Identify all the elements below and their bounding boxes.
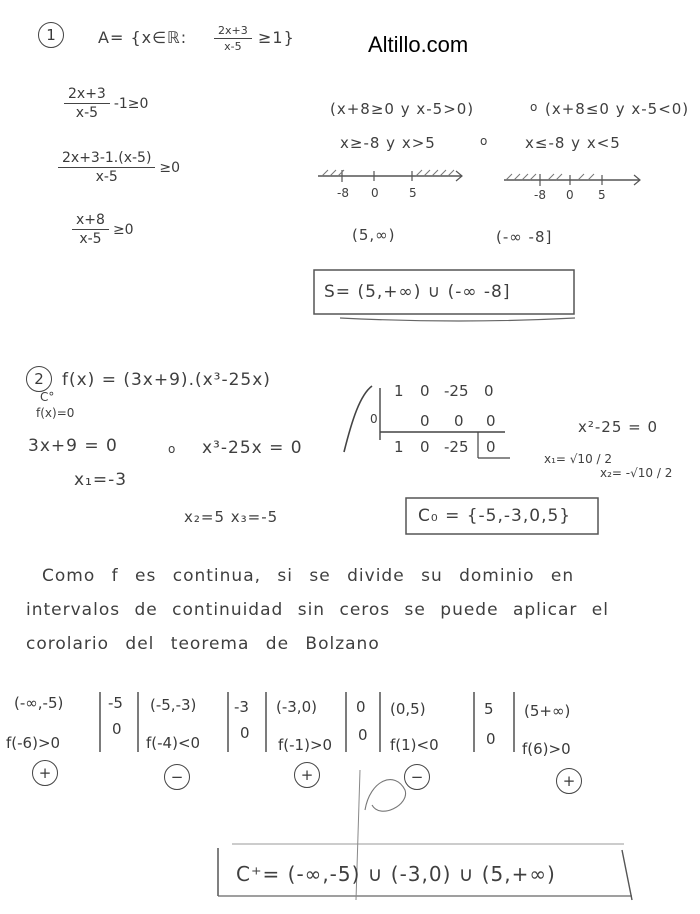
- ruffini-r3-c2: 0: [420, 438, 430, 456]
- table-sign-3: −: [164, 764, 190, 790]
- interval-case-b: (-∞ -8]: [496, 228, 553, 246]
- line-2-tick-a: -8: [534, 188, 546, 202]
- ruffini-r1-c1: 1: [394, 382, 404, 400]
- fraction-numerator: 2x+3: [64, 86, 110, 104]
- interval-case-a: (5,∞): [352, 226, 396, 244]
- table-sign-7: −: [404, 764, 430, 790]
- exercise-1-number: 1: [38, 22, 64, 48]
- zeros-set: C₀ = {-5,-3,0,5}: [418, 506, 572, 526]
- fraction-relation: ≥0: [112, 221, 134, 238]
- ruffini-r1-c3: -25: [444, 382, 469, 400]
- quadratic-root-b: x₂= -√10 / 2: [600, 466, 673, 480]
- equation-linear: 3x+9 = 0: [28, 436, 118, 456]
- table-interval-5: (-3,0): [276, 698, 317, 716]
- table-eval-5: f(-1)>0: [278, 736, 333, 754]
- fraction-numerator: 2x+3-1.(x-5): [58, 150, 155, 168]
- bolzano-text-line-2: intervalos de continuidad sin ceros se puede aplicar el: [26, 600, 609, 620]
- fraction-denominator: x-5: [224, 40, 242, 53]
- fraction-relation: -1≥0: [113, 95, 149, 112]
- case-or-label-2: o: [480, 134, 489, 148]
- ruffini-r2-c1: 0: [420, 412, 430, 430]
- table-eval-7: f(1)<0: [390, 736, 439, 754]
- table-sign-5: +: [294, 762, 320, 788]
- fraction-relation: ≥0: [159, 159, 181, 176]
- table-eval-2: 0: [112, 720, 122, 738]
- case-b-simplified: x≤-8 y x<5: [525, 134, 621, 152]
- ruffini-divisor: 0: [370, 412, 378, 426]
- table-interval-1: (-∞,-5): [14, 694, 64, 712]
- bolzano-text-line-1: Como f es continua, si se divide su dominio en: [42, 566, 575, 586]
- set-definition-prefix: A= {x∈ℝ:: [98, 28, 188, 47]
- table-interval-9: (5+∞): [524, 702, 571, 720]
- equation-cubic: x³-25x = 0: [202, 438, 303, 458]
- ruffini-r3-c3: -25: [444, 438, 469, 456]
- fraction-denominator: x-5: [75, 105, 99, 121]
- fraction-denominator: x-5: [95, 169, 118, 185]
- roots-x2-x3: x₂=5 x₃=-5: [184, 508, 279, 526]
- table-eval-1: f(-6)>0: [6, 734, 61, 752]
- fx-equals-zero: f(x)=0: [36, 406, 75, 420]
- root-x1: x₁=-3: [74, 470, 128, 490]
- table-sign-1: +: [32, 760, 58, 786]
- ruffini-r2-c2: 0: [454, 412, 464, 430]
- c-zero-label: C°: [40, 390, 55, 404]
- equation-or: o: [168, 442, 176, 456]
- table-sign-9: +: [556, 768, 582, 794]
- case-b-condition: (x+8≤0 y x-5<0): [545, 100, 690, 118]
- exercise-2-number: 2: [26, 366, 52, 392]
- table-eval-9: f(6)>0: [522, 740, 571, 758]
- table-eval-6: 0: [358, 726, 368, 744]
- bolzano-text-line-3: corolario del teorema de Bolzano: [26, 634, 380, 654]
- fraction-numerator: 2x+3: [214, 24, 252, 39]
- set-definition-suffix: ≥1}: [258, 28, 295, 47]
- line-1-tick-b: 0: [371, 186, 379, 200]
- positivity-set: C⁺= (-∞,-5) ∪ (-3,0) ∪ (5,+∞): [236, 862, 556, 886]
- case-a-condition: (x+8≥0 y x-5>0): [330, 100, 475, 118]
- solution-set: S= (5,+∞) ∪ (-∞ -8]: [324, 282, 511, 302]
- table-eval-3: f(-4)<0: [146, 734, 201, 752]
- table-interval-4: -3: [234, 698, 249, 716]
- quadratic-root-a: x₁= √10 / 2: [544, 452, 613, 466]
- case-or-label: o: [530, 100, 539, 114]
- fraction-numerator: x+8: [72, 212, 109, 230]
- ruffini-r1-c4: 0: [484, 382, 494, 400]
- ruffini-r3-c1: 1: [394, 438, 404, 456]
- function-definition: f(x) = (3x+9).(x³-25x): [62, 370, 271, 390]
- ruffini-r2-c3: 0: [486, 412, 496, 430]
- case-a-simplified: x≥-8 y x>5: [340, 134, 436, 152]
- table-interval-7: (0,5): [390, 700, 426, 718]
- line-1-tick-a: -8: [337, 186, 349, 200]
- table-interval-3: (-5,-3): [150, 696, 197, 714]
- ruffini-r1-c2: 0: [420, 382, 430, 400]
- line-2-tick-c: 5: [598, 188, 606, 202]
- table-interval-6: 0: [356, 698, 366, 716]
- table-eval-8: 0: [486, 730, 496, 748]
- watermark: Altillo.com: [368, 32, 469, 57]
- ruffini-r3-c4: 0: [486, 438, 496, 456]
- table-interval-2: -5: [108, 694, 123, 712]
- fraction-denominator: x-5: [79, 231, 102, 247]
- line-1-tick-c: 5: [409, 186, 417, 200]
- table-eval-4: 0: [240, 724, 250, 742]
- line-2-tick-b: 0: [566, 188, 574, 202]
- quadratic-equation: x²-25 = 0: [578, 418, 659, 436]
- table-interval-8: 5: [484, 700, 494, 718]
